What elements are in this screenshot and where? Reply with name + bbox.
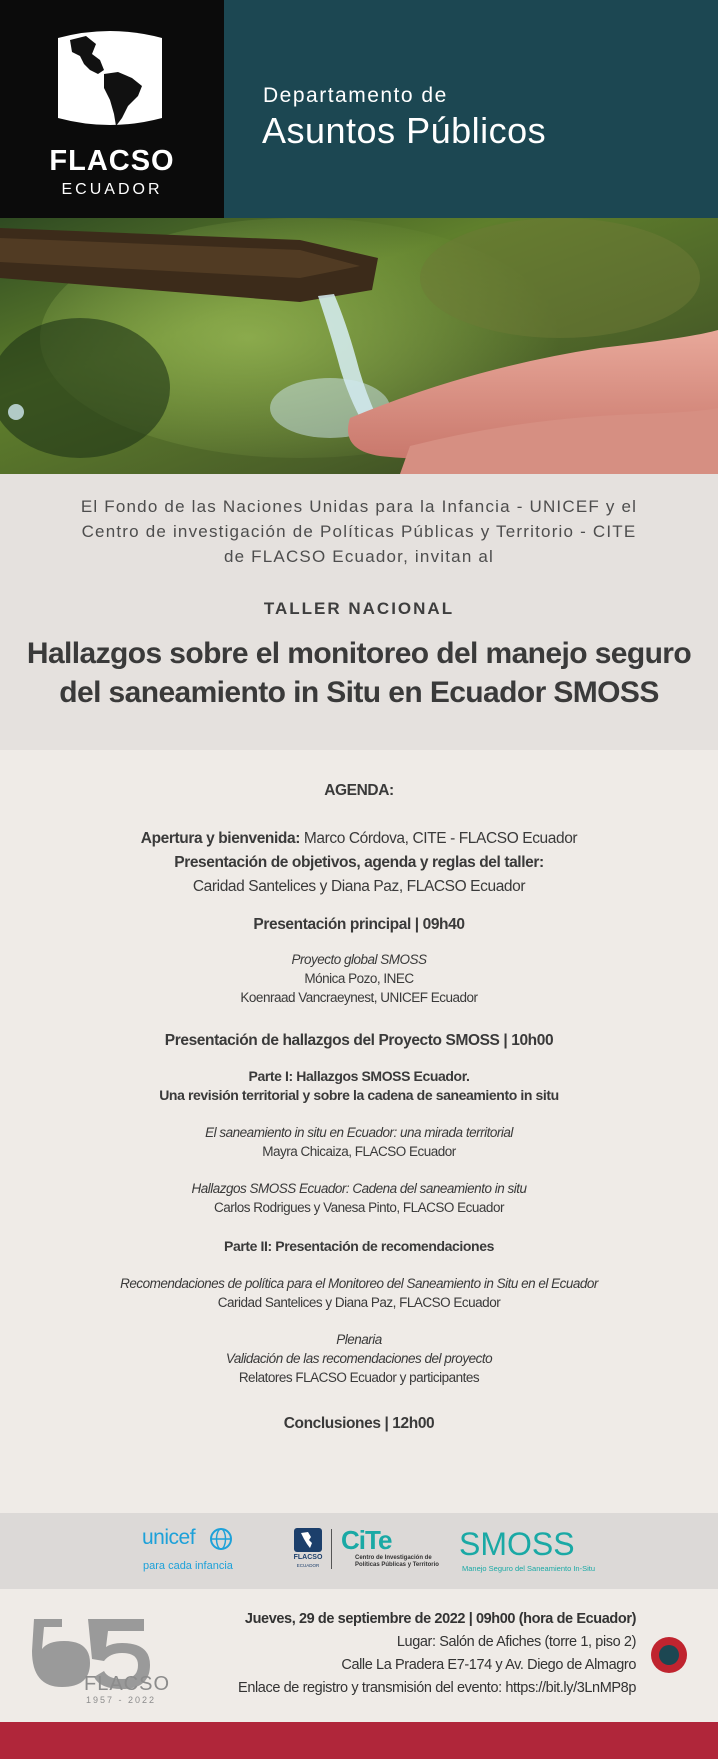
- event-place: Lugar: Salón de Afiches (torre 1, piso 2): [396, 1634, 636, 1650]
- event-date: Jueves, 29 de septiembre de 2022 | 09h00 (hora de Ecuador): [244, 1611, 636, 1627]
- partner-logos: [0, 1513, 718, 1589]
- agenda-opening-label: Apertura y bienvenida:: [140, 830, 300, 847]
- agenda-talk-title: Hallazgos SMOSS Ecuador: Cadena del saneamiento in situ: [191, 1181, 527, 1196]
- agenda-main-speaker: Mónica Pozo, INEC: [304, 971, 414, 986]
- flacso-logo: [0, 0, 224, 218]
- smoss-logo-text: SMOSS: [459, 1526, 575, 1562]
- event-title: [0, 634, 718, 712]
- agenda-talk-speaker: Caridad Santelices y Diana Paz, FLACSO Ecuador: [217, 1295, 501, 1310]
- intro-text: [0, 494, 718, 569]
- agenda-opening: [0, 830, 718, 848]
- agenda-part1-title: Parte I: Hallazgos SMOSS Ecuador.: [248, 1068, 470, 1084]
- decorative-dot-icon: [651, 1637, 687, 1673]
- agenda-main-speaker: Koenraad Vancraeynest, UNICEF Ecuador: [240, 990, 478, 1005]
- intro-line: de FLACSO Ecuador, invitan al: [223, 547, 495, 566]
- event-type: TALLER NACIONAL: [263, 599, 455, 618]
- water-hands-photo-icon: [0, 218, 718, 474]
- bottom-accent-bar: [0, 1722, 718, 1759]
- event-address: Calle La Pradera E7-174 y Av. Diego de Almagro: [341, 1657, 636, 1673]
- unicef-globe-icon: [209, 1527, 233, 1551]
- cite-subtitle-line: Políticas Públicas y Territorio: [355, 1562, 439, 1568]
- unicef-tagline: para cada infancia: [143, 1560, 233, 1572]
- event-title-line: Hallazgos sobre el monitoreo del manejo seguro: [26, 637, 692, 670]
- agenda-main-title: Presentación principal | 09h40: [253, 916, 465, 933]
- department-prefix: Departamento de: [263, 84, 448, 107]
- agenda-talk-title: Recomendaciones de política para el Monitoreo del Saneamiento in Situ en el Ecuador: [120, 1276, 598, 1291]
- header: [0, 0, 718, 218]
- agenda-opening-value: Marco Córdova, CITE - FLACSO Ecuador: [303, 830, 578, 847]
- cite-subtitle-line: Centro de Investigación de: [355, 1555, 432, 1561]
- intro-line: Centro de investigación de Políticas Públicas y Territorio - CITE: [81, 522, 637, 541]
- agenda-plenary-subtitle: Validación de las recomendaciones del proyecto: [225, 1351, 493, 1366]
- cite-logo-text: CiTe: [341, 1525, 392, 1555]
- department-name: Asuntos Públicos: [262, 110, 547, 151]
- flacso-mini-country: ECUADOR: [296, 1563, 320, 1568]
- cite-subtitle: [355, 1555, 439, 1569]
- logo-divider: [331, 1529, 332, 1569]
- agenda-plenary-title: Plenaria: [336, 1332, 382, 1347]
- unicef-logo-text: unicef: [142, 1526, 196, 1549]
- intro-section: [0, 474, 718, 750]
- agenda-talk-speaker: Carlos Rodrigues y Vanesa Pinto, FLACSO Ecuador: [214, 1200, 504, 1215]
- agenda-conclusions: Conclusiones | 12h00: [283, 1415, 435, 1432]
- agenda-section: [0, 750, 718, 1513]
- agenda-objectives-value: Caridad Santelices y Diana Paz, FLACSO Ecuador: [192, 878, 526, 895]
- agenda-talk-title: El saneamiento in situ en Ecuador: una mirada territorial: [205, 1125, 513, 1140]
- agenda-title: AGENDA:: [324, 782, 394, 799]
- anniversary-years: 1957 - 2022: [86, 1695, 157, 1705]
- event-registration-link[interactable]: Enlace de registro y transmisión del evento: https://bit.ly/3LnMP8p: [238, 1680, 636, 1696]
- agenda-main-item-title: Proyecto global SMOSS: [291, 952, 427, 967]
- agenda-objectives-label: Presentación de objetivos, agenda y reglas del taller:: [174, 854, 544, 871]
- event-details: [0, 1589, 718, 1722]
- flacso-mini-name: FLACSO: [293, 1554, 323, 1561]
- flacso-logo-name: FLACSO: [49, 145, 175, 177]
- agenda-part2-title: Parte II: Presentación de recomendaciones: [224, 1238, 494, 1254]
- water-photo: [0, 218, 718, 474]
- americas-map-icon: [52, 26, 168, 130]
- decorative-dot-inner: [659, 1645, 679, 1665]
- smoss-tagline: Manejo Seguro del Saneamiento In-Situ: [462, 1564, 596, 1573]
- agenda-findings-title: Presentación de hallazgos del Proyecto SMOSS | 10h00: [164, 1032, 554, 1049]
- agenda-part1-subtitle: Una revisión territorial y sobre la cadena de saneamiento in situ: [159, 1087, 559, 1103]
- agenda-plenary-speakers: Relatores FLACSO Ecuador y participantes: [238, 1370, 480, 1385]
- flacso-logo-country: ECUADOR: [61, 181, 163, 198]
- intro-line: El Fondo de las Naciones Unidas para la Infancia - UNICEF y el: [80, 497, 638, 516]
- anniversary-name: FLACSO: [84, 1673, 171, 1695]
- department-banner: [224, 0, 718, 218]
- agenda-talk-speaker: Mayra Chicaiza, FLACSO Ecuador: [262, 1144, 456, 1159]
- event-title-line: del saneamiento in Situ en Ecuador SMOSS: [59, 676, 659, 709]
